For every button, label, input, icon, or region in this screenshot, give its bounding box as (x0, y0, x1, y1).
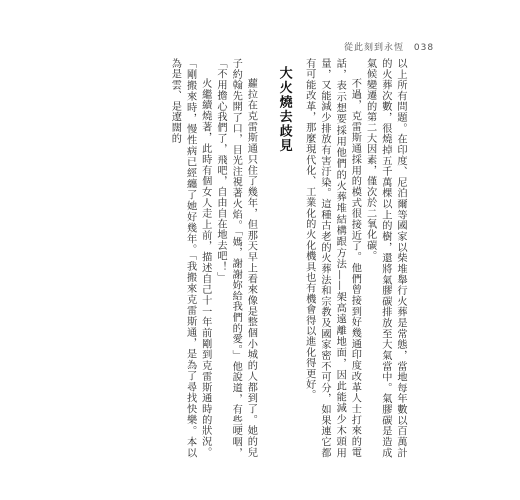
paragraph-2: 不過，克雷斯通採用的模式很接近了。他們曾接到好幾通印度改革人士打來的電話，表示想要採用他們的火葬堆結構跟方法——架高遠離地面，因此能減少木頭用量，又能減少排放有害汙染。這種古老的火葬法和宗教及國家密不可分，如果連它都有可能改革，那麼現代化、工業化的火化機具也有機會得以進化得更好。 (303, 58, 361, 458)
body-text (167, 58, 408, 458)
paragraph-3: 蘿拉在克雷斯通只住了幾年，但那天早上看來像是整個小城的人都到了。她的兒子約翰先開了口，目光注視著火焰。「媽，謝謝妳給我們的愛。」他說道，有些哽咽，「不用擔心我們了，飛吧，自由自在地去吧！」 (214, 58, 257, 458)
paragraph-4: 火繼續燒著，此時有個女人走上前，描述自己十一年前剛到克雷斯通時的狀況。「剛搬來時，慢性病已經纏了她好幾年。「我搬來克雷斯通，是為了尋找快樂。本以為是雲、是遼闊的 (169, 58, 211, 458)
paragraph-1: 以上所有問題。在印度、尼泊爾等國家以柴堆舉行火葬是常態，當地每年數以百萬計的火葬次數，很燒掉五千萬棵以上的樹，還將氣膠碳排放至大氣當中。氣膠碳是造成氣候變遷的第二大因素，僅次於二氧化碳。 (364, 58, 406, 458)
page-number: 038 (413, 43, 435, 53)
running-head (344, 40, 434, 53)
section-heading: 大火燒去歧見 (276, 66, 292, 153)
book-title: 從此刻到永恆 (344, 43, 405, 53)
